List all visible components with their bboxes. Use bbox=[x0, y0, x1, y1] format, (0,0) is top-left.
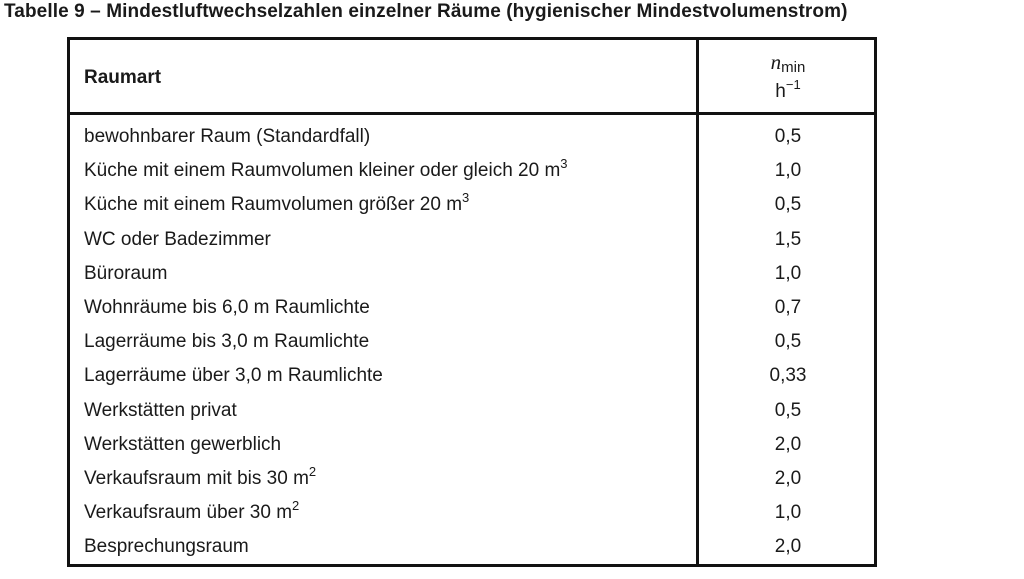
room-type-text: WC oder Badezimmer bbox=[84, 228, 271, 250]
column-header-nmin bbox=[699, 50, 877, 104]
unit-exponent: −1 bbox=[785, 77, 801, 92]
table-row bbox=[70, 428, 874, 462]
room-type-text: Verkaufsraum über 30 m bbox=[84, 502, 293, 524]
nmin-value: 1,5 bbox=[774, 228, 802, 250]
table-caption: Tabelle 9 – Mindestluftwechselzahlen einzelner Räume (hygienischer Mindestvolumenstrom) bbox=[4, 1, 848, 22]
room-type-text: Werkstätten privat bbox=[84, 399, 237, 421]
table-row bbox=[70, 530, 874, 564]
room-type-label bbox=[84, 463, 317, 490]
unit-superscript: 3 bbox=[560, 156, 568, 172]
room-type-text: Verkaufsraum mit bis 30 m bbox=[84, 467, 309, 489]
unit-superscript: 3 bbox=[462, 190, 470, 206]
room-type-label bbox=[84, 190, 470, 216]
table-row bbox=[70, 223, 874, 257]
room-type-label bbox=[84, 331, 369, 353]
unit-base: h bbox=[775, 81, 786, 102]
nmin-value: 0,5 bbox=[774, 194, 802, 216]
room-type-text: Wohnräume bis 6,0 m Raumlichte bbox=[84, 296, 370, 318]
room-type-text: Küche mit einem Raumvolumen größer 20 m bbox=[84, 194, 463, 216]
room-type-text: bewohnbarer Raum (Standardfall) bbox=[84, 126, 371, 147]
room-type-label bbox=[84, 297, 370, 319]
room-type-label bbox=[84, 498, 300, 524]
nmin-value: 0,5 bbox=[774, 399, 802, 421]
table-row bbox=[70, 394, 874, 428]
unit-superscript: 2 bbox=[308, 463, 317, 479]
table-body bbox=[70, 120, 874, 564]
n-symbol: n bbox=[770, 50, 782, 74]
table-row bbox=[70, 462, 874, 496]
table-row bbox=[70, 120, 874, 154]
table-row bbox=[70, 359, 874, 393]
nmin-value: 0,33 bbox=[769, 365, 807, 387]
nmin-value: 2,0 bbox=[774, 433, 802, 455]
room-type-text: Lagerräume bis 3,0 m Raumlichte bbox=[84, 331, 370, 353]
room-type-label bbox=[84, 434, 281, 456]
min-subscript: min bbox=[781, 59, 806, 76]
table-row bbox=[70, 496, 874, 530]
nmin-unit bbox=[699, 77, 877, 104]
table-row bbox=[70, 325, 874, 359]
room-type-text: Küche mit einem Raumvolumen kleiner oder gleich 20 m bbox=[84, 160, 561, 182]
room-type-label bbox=[84, 263, 167, 285]
room-type-label bbox=[84, 156, 568, 182]
room-type-text: Besprechungsraum bbox=[84, 536, 249, 558]
nmin-value: 0,5 bbox=[774, 331, 802, 353]
nmin-symbol bbox=[699, 50, 877, 80]
nmin-value: 0,5 bbox=[774, 126, 802, 147]
unit-superscript: 2 bbox=[292, 498, 300, 514]
nmin-value: 2,0 bbox=[774, 467, 802, 489]
nmin-value: 0,7 bbox=[774, 296, 802, 318]
nmin-value: 1,0 bbox=[774, 160, 802, 182]
air-change-table bbox=[67, 37, 877, 567]
table-row bbox=[70, 257, 874, 291]
room-type-text: Büroraum bbox=[84, 262, 168, 284]
nmin-value: 1,0 bbox=[774, 502, 802, 524]
table-row bbox=[70, 188, 874, 222]
nmin-value: 2,0 bbox=[774, 536, 802, 558]
room-type-text: Lagerräume über 3,0 m Raumlichte bbox=[84, 365, 383, 387]
table-row bbox=[70, 154, 874, 188]
room-type-label bbox=[84, 400, 237, 422]
room-type-label bbox=[84, 229, 271, 251]
nmin-value: 1,0 bbox=[774, 262, 802, 284]
column-header-room-type: Raumart bbox=[84, 67, 162, 88]
room-type-text: Werkstätten gewerblich bbox=[84, 433, 282, 455]
table-header bbox=[70, 40, 874, 115]
room-type-label bbox=[84, 365, 383, 387]
room-type-label bbox=[84, 536, 249, 558]
room-type-label bbox=[84, 126, 370, 148]
table-row bbox=[70, 291, 874, 325]
